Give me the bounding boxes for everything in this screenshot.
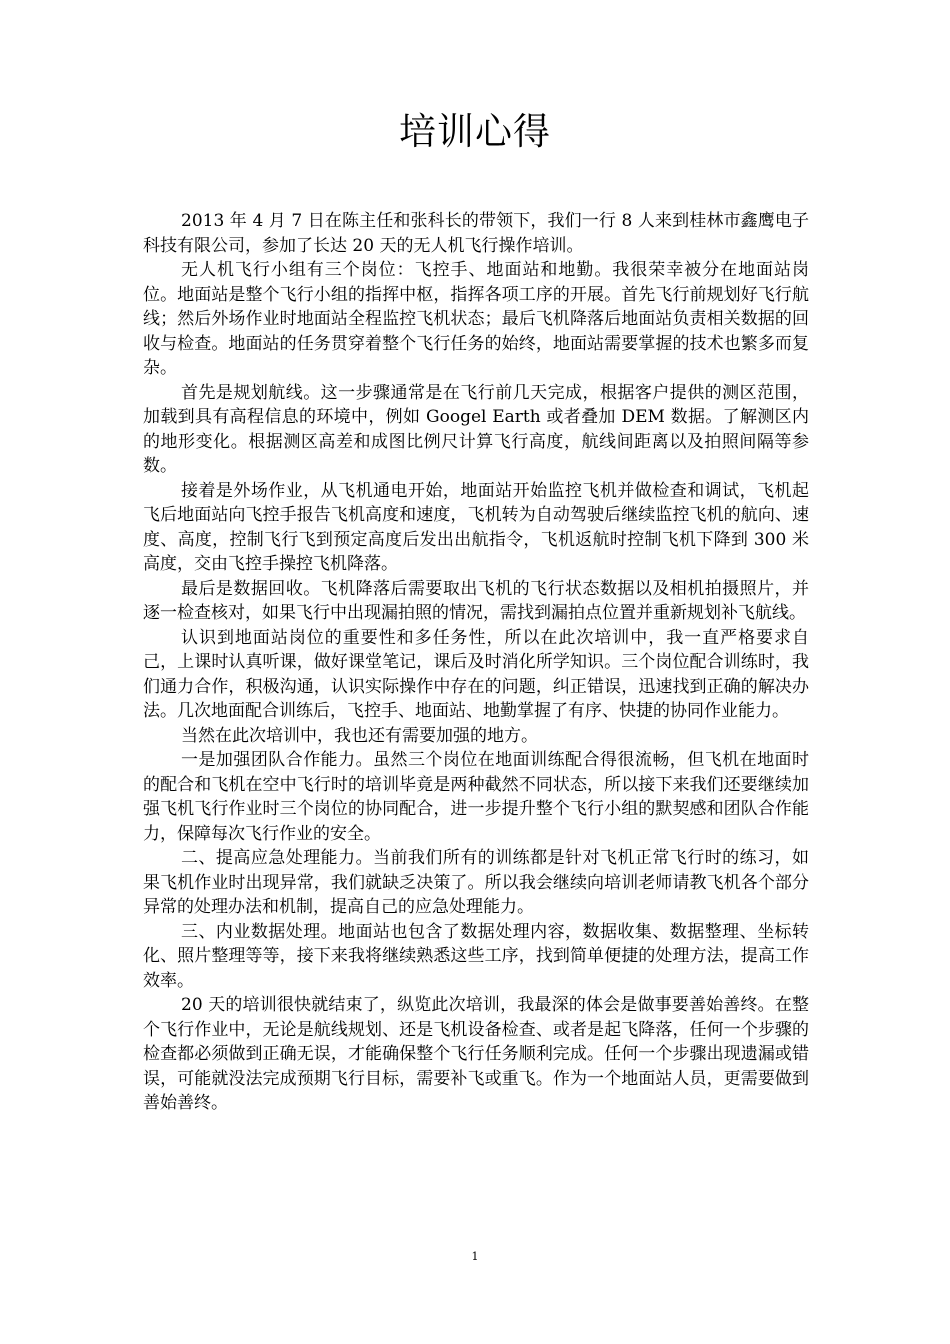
paragraph-6: 认识到地面站岗位的重要性和多任务性，所以在此次培训中，我一直严格要求自己，上课时认真听课，做好课堂笔记，课后及时消化所学知识。三个岗位配合训练时，我们通力合作，积极沟通，认识实际操作中存在的问题，纠正错误，迅速找到正确的解决办法。几次地面配合训练后，飞控手、地面站、地勤掌握了有序、快捷的协同作业能力。 [143, 627, 809, 721]
paragraph-9: 二、提高应急处理能力。当前我们所有的训练都是针对飞机正常飞行时的练习，如果飞机作业时出现异常，我们就缺乏决策了。所以我会继续向培训老师请教飞机各个部分异常的处理办法和机制，提高自己的应急处理能力。 [143, 848, 809, 917]
paragraph-11: 20 天的培训很快就结束了，纵览此次培训，我最深的体会是做事要善始善终。在整个飞行作业中，无论是航线规划、还是飞机设备检查、或者是起飞降落，任何一个步骤的检查都必须做到正确无误，才能确保整个飞行任务顺利完成。任何一个步骤出现遗漏或错误，可能就没法完成预期飞行目标，需要补飞或重飞。作为一个地面站人员，更需要做到善始善终。 [143, 995, 809, 1113]
paragraph-7: 当然在此次培训中，我也还有需要加强的地方。 [181, 725, 538, 746]
paragraph-1: 2013 年 4 月 7 日在陈主任和张科长的带领下，我们一行 8 人来到桂林市鑫鹰电子科技有限公司，参加了长达 20 天的无人机飞行操作培训。 [143, 211, 809, 256]
paragraph-2: 无人机飞行小组有三个岗位：飞控手、地面站和地勤。我很荣幸被分在地面站岗位。地面站是整个飞行小组的指挥中枢，指挥各项工序的开展。首先飞行前规划好飞行航线；然后外场作业时地面站全程监控飞机状态；最后飞机降落后地面站负责相关数据的回收与检查。地面站的任务贯穿着整个飞行任务的始终，地面站需要掌握的技术也繁多而复杂。 [143, 260, 809, 378]
document-body [143, 209, 809, 1116]
paragraph-8: 一是加强团队合作能力。虽然三个岗位在地面训练配合得很流畅，但飞机在地面时的配合和飞机在空中飞行时的培训毕竟是两种截然不同状态，所以接下来我们还要继续加强飞机飞行作业时三个岗位的协同配合，进一步提升整个飞行小组的默契感和团队合作能力，保障每次飞行作业的安全。 [143, 750, 809, 844]
paragraph-3: 首先是规划航线。这一步骤通常是在飞行前几天完成，根据客户提供的测区范围，加载到具有高程信息的环境中，例如 Googel Earth 或者叠加 DEM 数据。了解测区内的地形变化。根据测区高差和成图比例尺计算飞行高度，航线间距离以及拍照间隔等参数。 [143, 382, 809, 476]
paragraph-4: 接着是外场作业，从飞机通电开始，地面站开始监控飞机并做检查和调试，飞机起飞后地面站向飞控手报告飞机高度和速度，飞机转为自动驾驶后继续监控飞机的航向、速度、高度，控制飞行飞到预定高度后发出出航指令，飞机返航时控制飞机下降到 300 米高度，交由飞控手操控飞机降落。 [143, 480, 809, 574]
paragraph-5: 最后是数据回收。飞机降落后需要取出飞机的飞行状态数据以及相机拍摄照片，并逐一检查核对，如果飞行中出现漏拍照的情况，需找到漏拍点位置并重新规划补飞航线。 [143, 578, 809, 623]
paragraph-10: 三、内业数据处理。地面站也包含了数据处理内容，数据收集、数据整理、坐标转化、照片整理等等，接下来我将继续熟悉这些工序，找到简单便捷的处理方法，提高工作效率。 [143, 921, 809, 991]
document-title: 培训心得 [399, 110, 551, 153]
page-number: 1 [471, 1250, 479, 1263]
